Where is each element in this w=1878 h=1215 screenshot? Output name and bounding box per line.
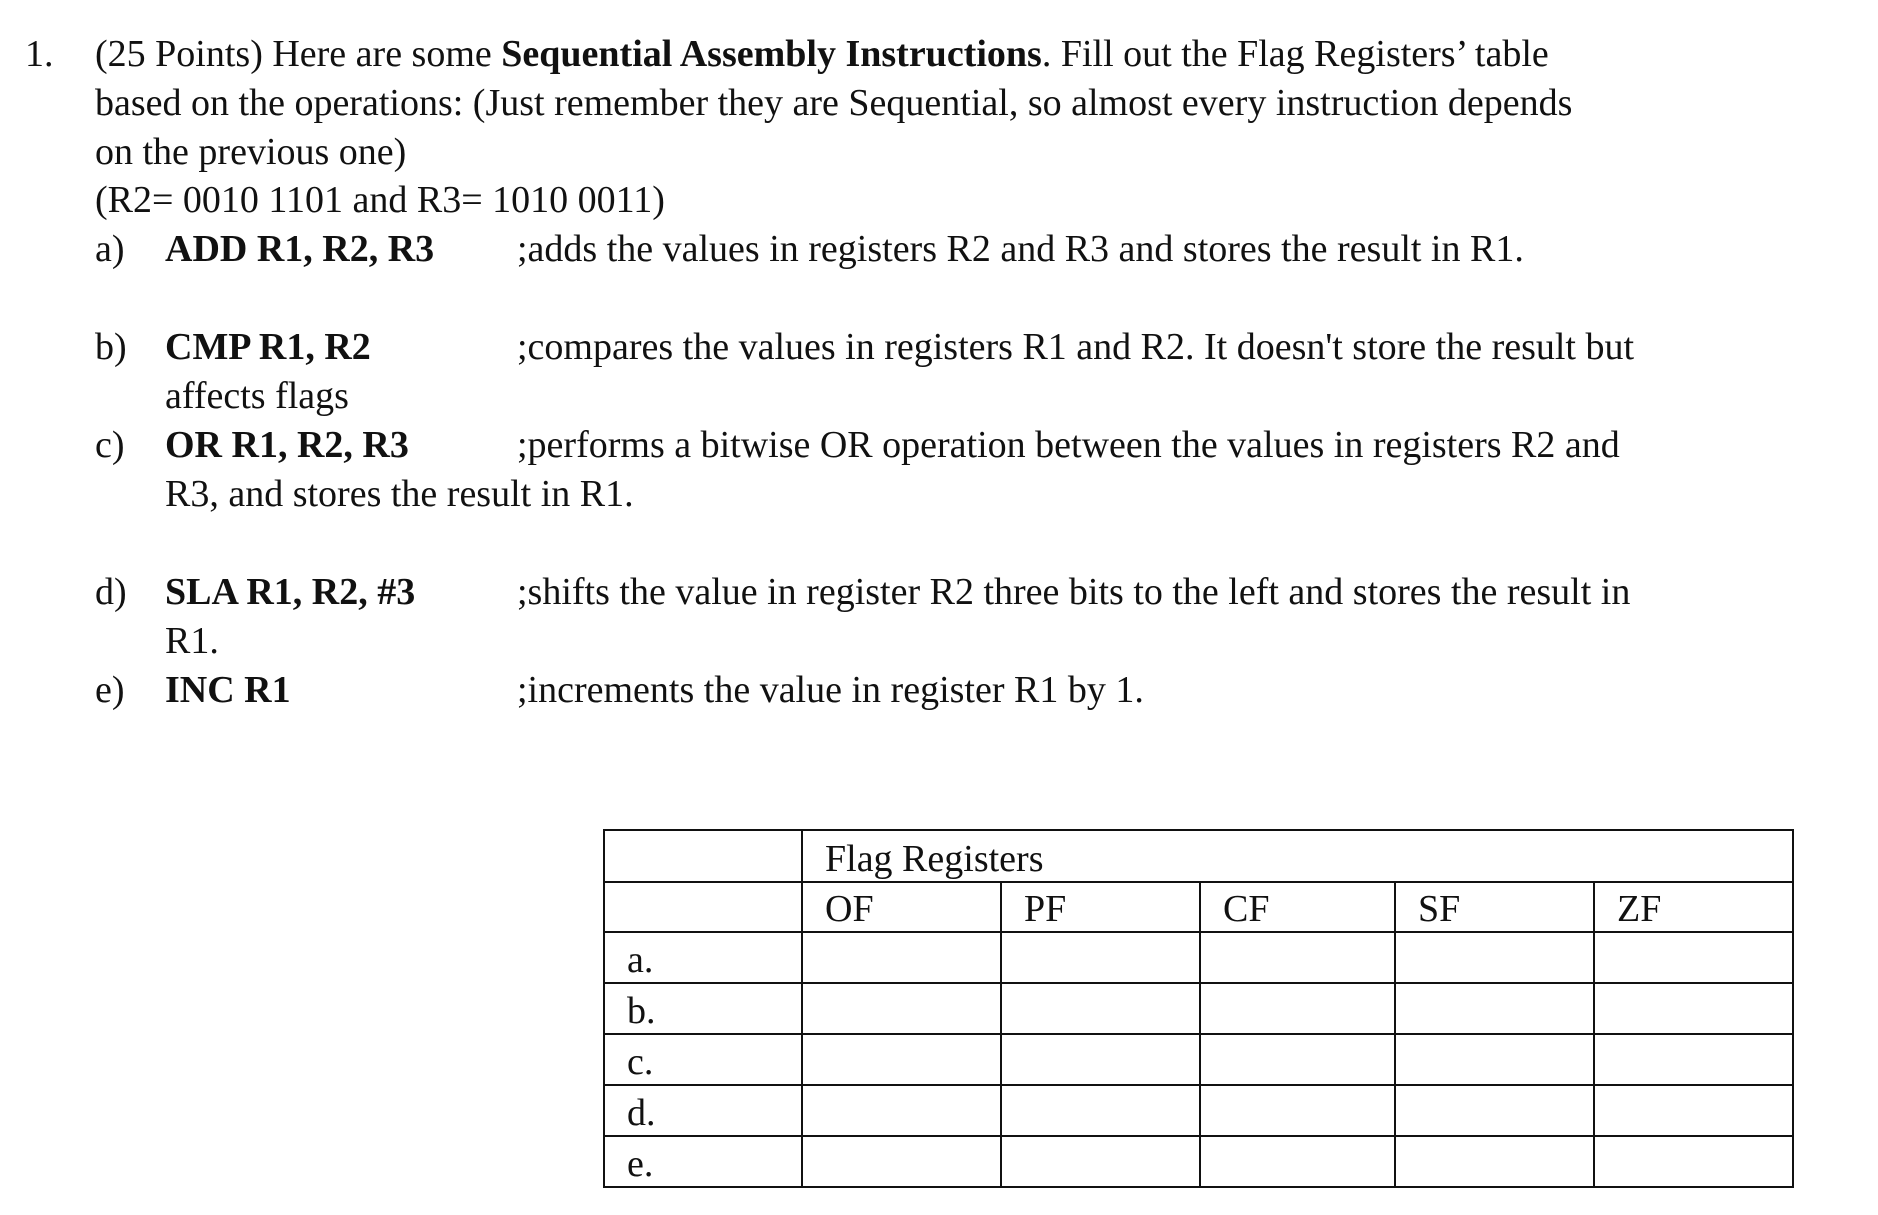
question-points-text: (25 Points) Here are some — [95, 33, 502, 75]
table-row — [604, 932, 1793, 983]
question-intro-line — [95, 30, 1549, 79]
cell-c-pf[interactable] — [1001, 1034, 1200, 1085]
table-row — [604, 1136, 1793, 1187]
table-header-blank-cell — [604, 882, 802, 932]
cell-e-pf[interactable] — [1001, 1136, 1200, 1187]
instruction-b-continuation: affects flags — [165, 375, 349, 417]
cell-e-of[interactable] — [802, 1136, 1001, 1187]
instruction-c-code: OR R1, R2, R3 — [165, 424, 409, 466]
row-label-d: d. — [604, 1085, 802, 1136]
cell-c-cf[interactable] — [1200, 1034, 1395, 1085]
instruction-e-comment: ;increments the value in register R1 by 1. — [517, 669, 1144, 711]
cell-a-sf[interactable] — [1395, 932, 1594, 983]
table-title-row — [604, 830, 1793, 882]
instruction-d-label: d) — [95, 571, 127, 613]
instruction-a-comment: ;adds the values in registers R2 and R3 and stores the result in R1. — [517, 228, 1524, 270]
cell-c-zf[interactable] — [1594, 1034, 1793, 1085]
cell-e-sf[interactable] — [1395, 1136, 1594, 1187]
question-line-2: based on the operations: (Just remember they are Sequential, so almost every instruction depends — [95, 82, 1573, 124]
cell-a-zf[interactable] — [1594, 932, 1793, 983]
instruction-a-code: ADD R1, R2, R3 — [165, 228, 435, 270]
flag-registers-table — [603, 829, 1794, 1188]
row-label-e: e. — [604, 1136, 802, 1187]
instruction-b-comment: ;compares the values in registers R1 and R2. It doesn't store the result but — [517, 326, 1635, 368]
question-number: 1. — [25, 33, 54, 75]
instruction-c-label: c) — [95, 424, 125, 466]
column-header-zf: ZF — [1594, 882, 1793, 932]
table-corner-cell — [604, 830, 802, 882]
instruction-d-code: SLA R1, R2, #3 — [165, 571, 416, 613]
instruction-a-label: a) — [95, 228, 125, 270]
instruction-d-comment: ;shifts the value in register R2 three bits to the left and stores the result in — [517, 571, 1631, 613]
question-after-bold-text: . Fill out the Flag Registers’ table — [1041, 33, 1549, 75]
cell-a-of[interactable] — [802, 932, 1001, 983]
cell-b-cf[interactable] — [1200, 983, 1395, 1034]
table-row — [604, 983, 1793, 1034]
instruction-c-continuation: R3, and stores the result in R1. — [165, 473, 634, 515]
instruction-e-label: e) — [95, 669, 125, 711]
cell-d-of[interactable] — [802, 1085, 1001, 1136]
table-header-row — [604, 882, 1793, 932]
cell-e-cf[interactable] — [1200, 1136, 1395, 1187]
instruction-b-code: CMP R1, R2 — [165, 326, 371, 368]
cell-b-sf[interactable] — [1395, 983, 1594, 1034]
cell-c-of[interactable] — [802, 1034, 1001, 1085]
cell-a-cf[interactable] — [1200, 932, 1395, 983]
cell-b-pf[interactable] — [1001, 983, 1200, 1034]
row-label-c: c. — [604, 1034, 802, 1085]
table-row — [604, 1034, 1793, 1085]
question-line-3: on the previous one) — [95, 131, 407, 173]
row-label-b: b. — [604, 983, 802, 1034]
cell-a-pf[interactable] — [1001, 932, 1200, 983]
row-label-a: a. — [604, 932, 802, 983]
cell-d-zf[interactable] — [1594, 1085, 1793, 1136]
instruction-e-code: INC R1 — [165, 669, 291, 711]
cell-d-pf[interactable] — [1001, 1085, 1200, 1136]
table-row — [604, 1085, 1793, 1136]
instruction-d-continuation: R1. — [165, 620, 219, 662]
cell-e-zf[interactable] — [1594, 1136, 1793, 1187]
instruction-c-comment: ;performs a bitwise OR operation between the values in registers R2 and — [517, 424, 1620, 466]
cell-c-sf[interactable] — [1395, 1034, 1594, 1085]
cell-d-sf[interactable] — [1395, 1085, 1594, 1136]
cell-b-of[interactable] — [802, 983, 1001, 1034]
register-values: (R2= 0010 1101 and R3= 1010 0011) — [95, 179, 665, 221]
table-title: Flag Registers — [802, 830, 1793, 882]
column-header-pf: PF — [1001, 882, 1200, 932]
column-header-sf: SF — [1395, 882, 1594, 932]
question-bold-phrase: Sequential Assembly Instructions — [501, 33, 1042, 75]
cell-b-zf[interactable] — [1594, 983, 1793, 1034]
cell-d-cf[interactable] — [1200, 1085, 1395, 1136]
instruction-b-label: b) — [95, 326, 127, 368]
column-header-cf: CF — [1200, 882, 1395, 932]
column-header-of: OF — [802, 882, 1001, 932]
